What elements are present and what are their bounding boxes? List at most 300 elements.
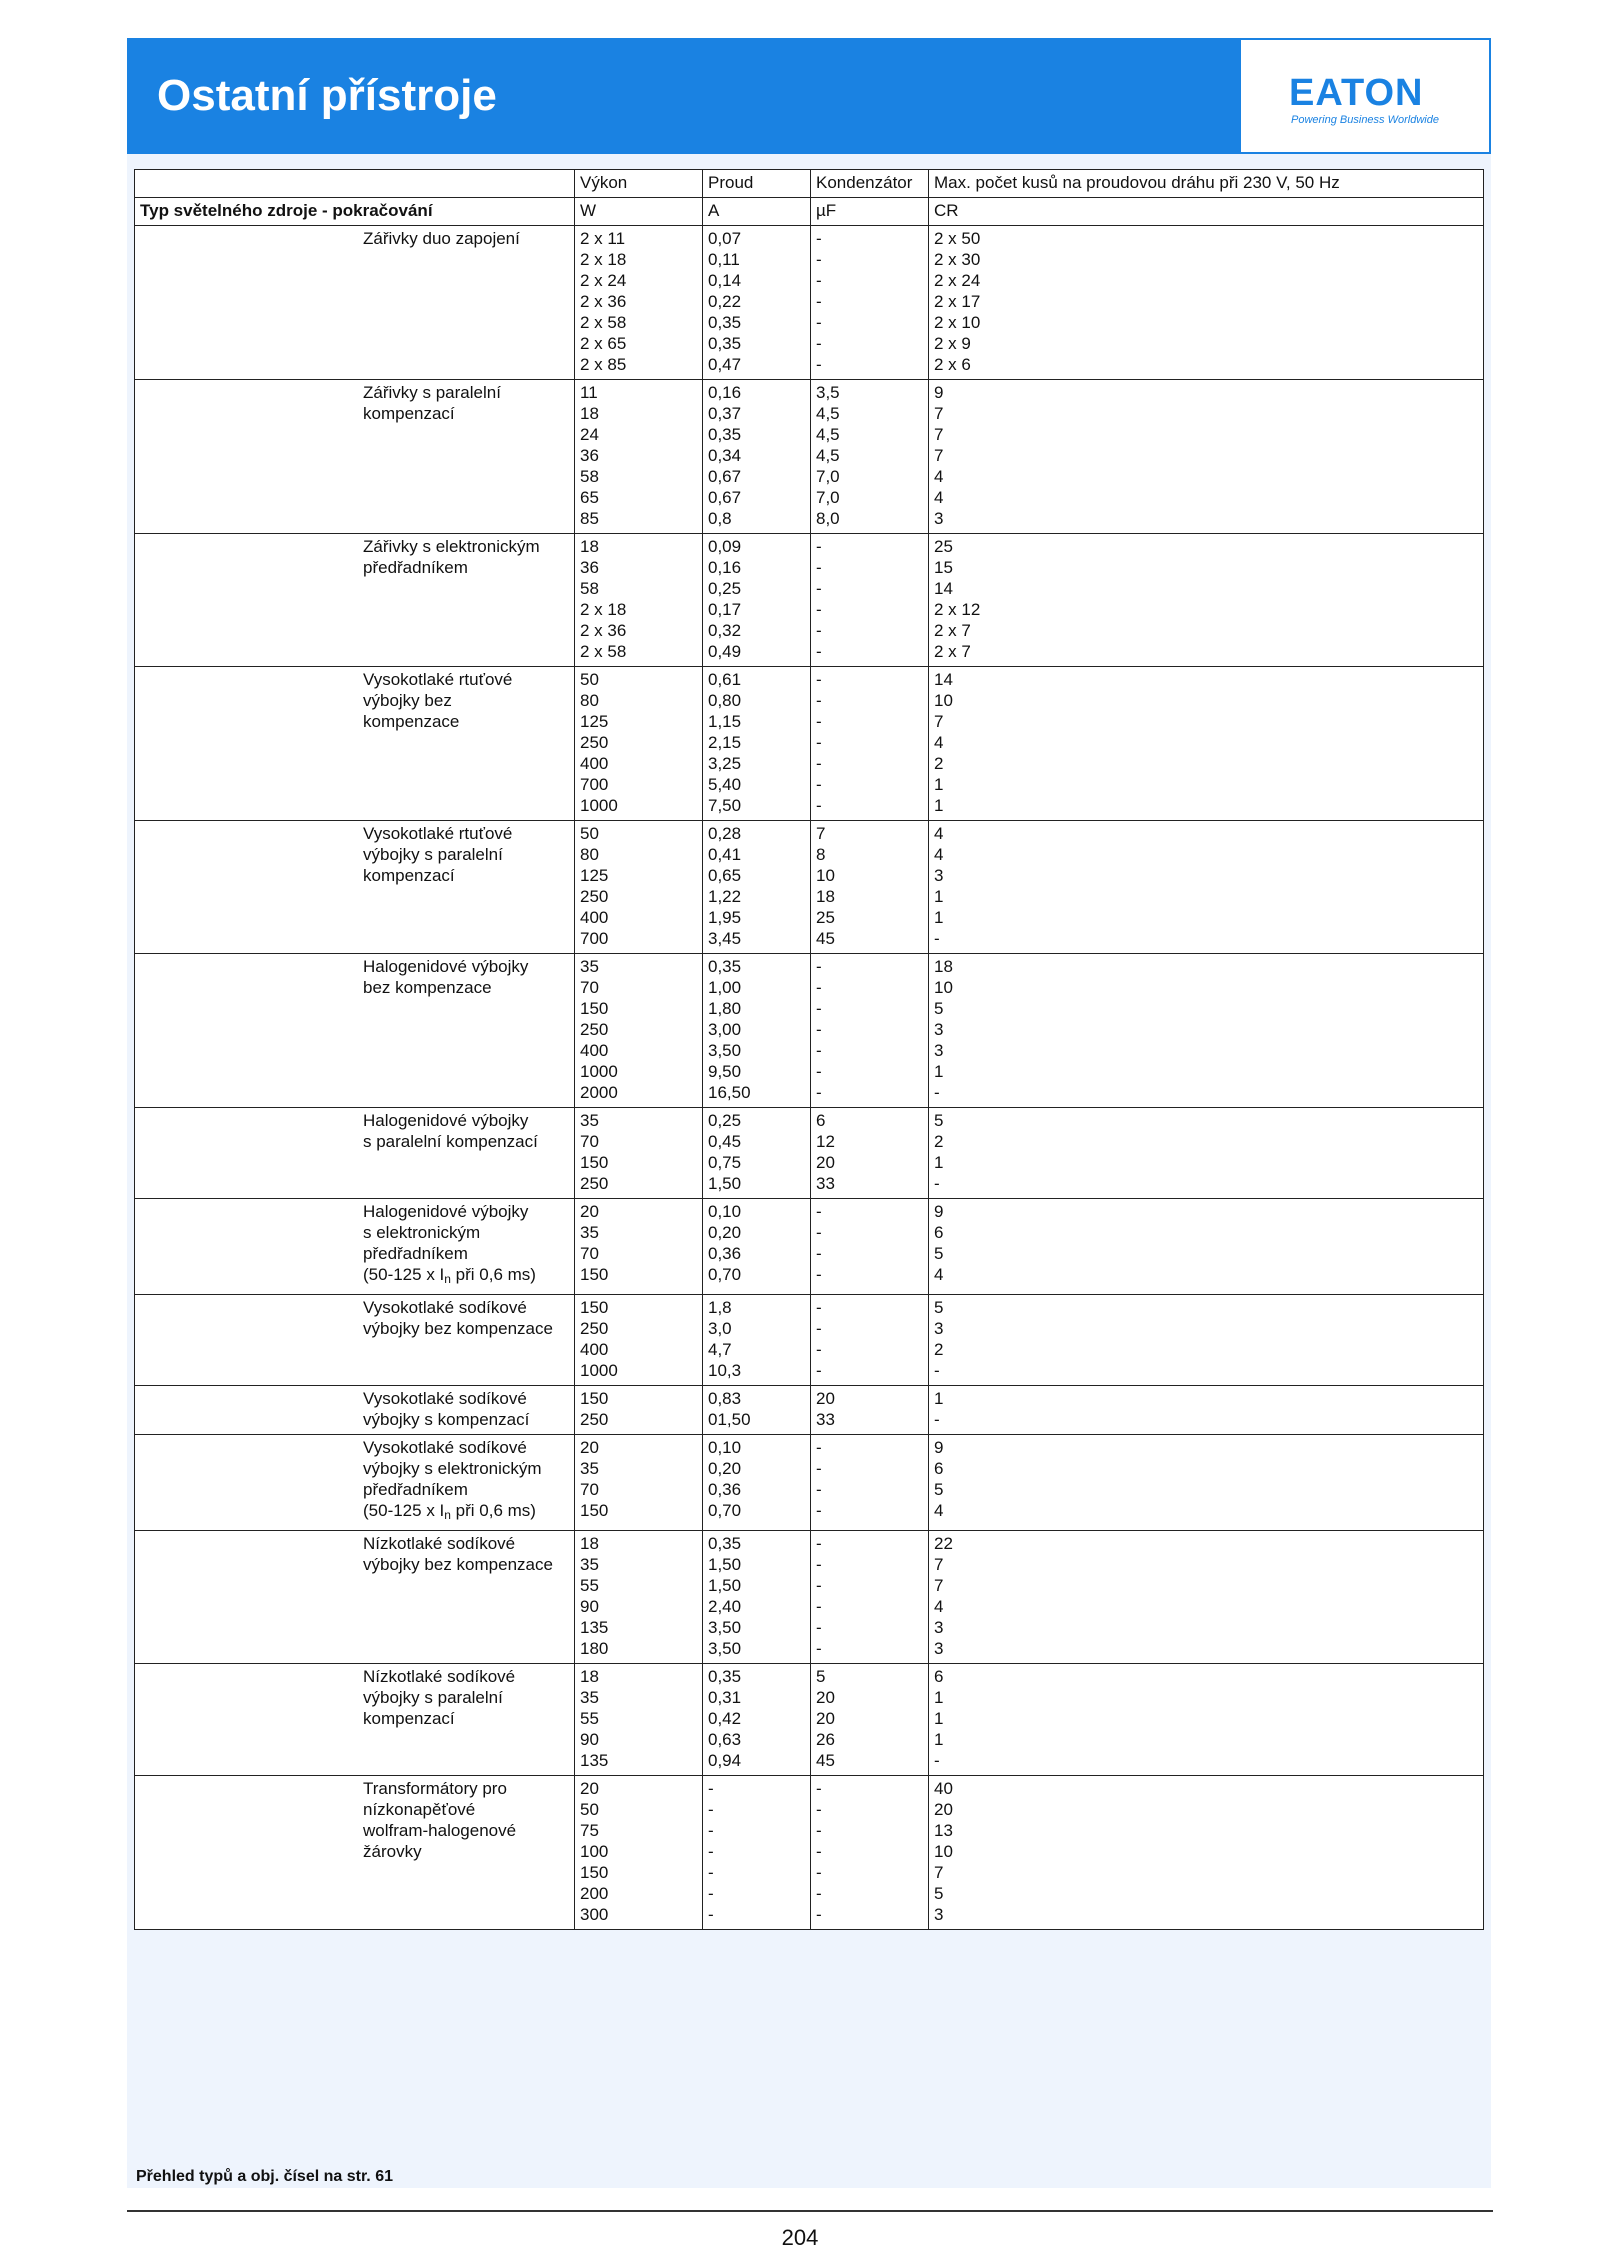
cell-value: 1 [934,775,944,794]
cell-value: 20 [816,1709,835,1728]
lamp-type-note-start: (50-125 x I [363,1265,445,1284]
cell-value: 0,35 [708,313,742,332]
cell-value: 0,25 [708,1111,742,1130]
cell-value: - [708,1800,714,1819]
cell-value: - [816,1459,822,1478]
cell-value: 5 [934,1244,944,1263]
cell-value: - [934,1174,940,1193]
capacitor-cell [811,1295,929,1386]
power-cell [575,1199,703,1295]
table-unit-row [135,198,1484,226]
current-cell [703,954,811,1108]
cell-value: 3,45 [708,929,742,948]
cell-value: 14 [934,670,953,689]
cell-value: 3,50 [708,1618,742,1637]
cell-value: 1000 [580,796,618,815]
max-count-cell [929,954,1484,1108]
cell-value: 0,37 [708,404,742,423]
cell-value: 0,14 [708,271,742,290]
cell-value: 8,0 [816,509,840,528]
cell-value: 0,70 [708,1265,742,1284]
cell-value: 0,35 [708,1667,742,1686]
cell-value: 35 [580,1555,599,1574]
cell-value: 36 [580,558,599,577]
cell-value: 10 [816,866,835,885]
cell-value: 18 [580,1534,599,1553]
cell-value: 0,32 [708,621,742,640]
cell-value: 36 [580,446,599,465]
cell-value: - [816,621,822,640]
lamp-type-note-end: při 0,6 ms) [450,1265,536,1284]
cell-value: 0,34 [708,446,742,465]
cell-value: 250 [580,1319,609,1338]
cell-value: 2 x 17 [934,292,981,311]
cell-value: 25 [934,537,953,556]
cell-value: 70 [580,1132,599,1151]
cell-value: 18 [580,537,599,556]
lamp-type-cell: Vysokotlaké sodíkové výbojky bez kompenzace [135,1295,575,1386]
cell-value: - [816,355,822,374]
cell-value: 400 [580,1340,609,1359]
cell-value: 45 [816,929,835,948]
cell-value: - [816,1480,822,1499]
cell-value: 2 x 9 [934,334,971,353]
max-count-cell [929,821,1484,954]
cell-value: 9 [934,1438,944,1457]
power-cell [575,1108,703,1199]
cell-value: 5 [934,1298,944,1317]
power-cell [575,534,703,667]
table-row [135,534,1484,667]
cell-value: 7 [934,404,944,423]
cell-value: 2 [934,1132,944,1151]
cell-value: 3,50 [708,1041,742,1060]
cell-value: 2 x 85 [580,355,627,374]
cell-value: 1 [934,796,944,815]
cell-value: 1,50 [708,1174,742,1193]
cell-value: 3 [934,1639,944,1658]
cell-value: 150 [580,1153,609,1172]
cell-value: 2 x 24 [934,271,981,290]
cell-value: 125 [580,866,609,885]
cell-value: - [816,1779,822,1798]
cell-value: 35 [580,1223,599,1242]
cell-value: 250 [580,887,609,906]
cell-value: 22 [934,1534,953,1553]
power-cell [575,1386,703,1435]
max-count-cell [929,380,1484,534]
cell-value: 35 [580,1111,599,1130]
cell-value: 3,0 [708,1319,732,1338]
table-row [135,1295,1484,1386]
cell-value: 1 [934,1389,944,1408]
subscript-n: n [444,1272,451,1286]
cell-value: 5,40 [708,775,742,794]
power-cell [575,954,703,1108]
cell-value: 400 [580,754,609,773]
cell-value: - [816,1244,822,1263]
table-row [135,1386,1484,1435]
header-capacitor: Kondenzátor [811,170,929,198]
cell-value: 0,16 [708,558,742,577]
cell-value: 1,50 [708,1555,742,1574]
max-count-cell [929,1776,1484,1930]
cell-value: - [816,712,822,731]
cell-value: 150 [580,1863,609,1882]
cell-value: 4 [934,467,944,486]
cell-value: 0,35 [708,957,742,976]
cell-value: - [816,1361,822,1380]
current-cell [703,1531,811,1664]
cell-value: 10 [934,691,953,710]
cell-value: - [816,1223,822,1242]
cell-value: 7 [934,1863,944,1882]
capacitor-cell [811,1531,929,1664]
cell-value: 2 [934,754,944,773]
lamp-type-cell: Nízkotlaké sodíkové výbojky s paralelní kompenzací [135,1664,575,1776]
lamp-type-line: Halogenidové výbojky [363,1202,529,1221]
header-current: Proud [703,170,811,198]
lamp-type-note-start: (50-125 x I [363,1501,445,1520]
cell-value: 1,8 [708,1298,732,1317]
header-empty-cell [135,170,575,198]
cell-value: - [816,1041,822,1060]
cell-value: 0,80 [708,691,742,710]
power-cell [575,226,703,380]
header-power: Výkon [575,170,703,198]
table-row [135,1435,1484,1531]
cell-value: 20 [580,1438,599,1457]
current-cell [703,1435,811,1531]
cell-value: 5 [934,1111,944,1130]
cell-value: 0,47 [708,355,742,374]
cell-value: 0,07 [708,229,742,248]
cell-value: 2 x 7 [934,642,971,661]
cell-value: 18 [816,887,835,906]
cell-value: 1 [934,1730,944,1749]
cell-value: - [708,1842,714,1861]
cell-value: - [816,1501,822,1520]
cell-value: 1 [934,1153,944,1172]
power-cell [575,821,703,954]
cell-value: 0,36 [708,1244,742,1263]
cell-value: - [816,754,822,773]
cell-value: - [934,929,940,948]
cell-value: 250 [580,1020,609,1039]
lamp-type-line: předřadníkem [363,1244,468,1263]
cell-value: 1 [934,887,944,906]
cell-value: 150 [580,1265,609,1284]
subscript-n: n [444,1508,451,1522]
power-cell [575,1295,703,1386]
cell-value: 0,09 [708,537,742,556]
cell-value: 16,50 [708,1083,751,1102]
cell-value: 1000 [580,1062,618,1081]
lamp-type-line [363,1265,536,1284]
cell-value: 2 x 58 [580,642,627,661]
cell-value: - [816,1884,822,1903]
cell-value: 1,50 [708,1576,742,1595]
table-header-row [135,170,1484,198]
capacitor-cell [811,226,929,380]
cell-value: 0,11 [708,250,740,269]
cell-value: 3,00 [708,1020,742,1039]
cell-value: 2 x 6 [934,355,971,374]
lamp-type-cell [135,1199,575,1295]
cell-value: - [708,1863,714,1882]
logo-wordmark: EATON [1289,72,1424,114]
cell-value: 2 x 18 [580,250,627,269]
cell-value: 1000 [580,1361,618,1380]
max-count-cell [929,534,1484,667]
cell-value: 0,28 [708,824,742,843]
unit-current: A [703,198,811,226]
cell-value: 4,5 [816,446,840,465]
lamp-type-cell: Zářivky s elektronickým předřadníkem [135,534,575,667]
cell-value: 2 x 7 [934,621,971,640]
table-row [135,1199,1484,1295]
cell-value: 7 [816,824,826,843]
cell-value: 11 [580,383,598,402]
cell-value: 400 [580,1041,609,1060]
cell-value: 2 x 11 [580,229,626,248]
cell-value: 100 [580,1842,609,1861]
lamp-type-line: výbojky s elektronickým [363,1459,542,1478]
eaton-logo [1239,38,1491,154]
cell-value: 135 [580,1751,609,1770]
cell-value: 9,50 [708,1062,742,1081]
cell-value: 3,5 [816,383,840,402]
cell-value: 33 [816,1174,835,1193]
current-cell [703,1199,811,1295]
cell-value: - [816,229,822,248]
cell-value: 150 [580,1501,609,1520]
cell-value: 125 [580,712,609,731]
cell-value: 20 [816,1153,835,1172]
cell-value: - [816,579,822,598]
cell-value: 1,22 [708,887,742,906]
cell-value: 700 [580,775,609,794]
max-count-cell [929,1199,1484,1295]
cell-value: 20 [934,1800,953,1819]
cell-value: - [816,558,822,577]
cell-value: 9 [934,383,944,402]
cell-value: 20 [580,1779,599,1798]
cell-value: 3,50 [708,1639,742,1658]
cell-value: 0,20 [708,1223,742,1242]
cell-value: 2 x 12 [934,600,981,619]
cell-value: - [816,796,822,815]
cell-value: 12 [816,1132,835,1151]
cell-value: 80 [580,845,599,864]
lamp-type-cell: Halogenidové výbojky s paralelní kompenzací [135,1108,575,1199]
cell-value: 150 [580,999,609,1018]
lamp-type-cell: Transformátory pro nízkonapěťové wolfram-halogenové žárovky [135,1776,575,1930]
cell-value: 0,67 [708,488,742,507]
table-row [135,821,1484,954]
table-row [135,1531,1484,1664]
cell-value: 2,15 [708,733,742,752]
cell-value: 2 x 36 [580,621,627,640]
capacitor-cell [811,954,929,1108]
cell-value: 01,50 [708,1410,751,1429]
cell-value: 10,3 [708,1361,742,1380]
cell-value: - [816,1020,822,1039]
table-row [135,1664,1484,1776]
cell-value: - [816,1202,822,1221]
cell-value: 0,41 [708,845,742,864]
cell-value: 300 [580,1905,609,1924]
cell-value: 10 [934,978,953,997]
cell-value: 0,36 [708,1480,742,1499]
cell-value: 2 x 10 [934,313,981,332]
cell-value: 0,65 [708,866,742,885]
cell-value: 24 [580,425,599,444]
cell-value: 0,35 [708,425,742,444]
cell-value: 0,42 [708,1709,742,1728]
power-cell [575,667,703,821]
logo-tagline: Powering Business Worldwide [1291,114,1439,126]
cell-value: 250 [580,733,609,752]
cell-value: - [816,1618,822,1637]
cell-value: - [816,1298,822,1317]
cell-value: 0,35 [708,1534,742,1553]
capacitor-cell [811,1386,929,1435]
current-cell [703,226,811,380]
cell-value: 180 [580,1639,609,1658]
cell-value: 0,25 [708,579,742,598]
cell-value: 1,15 [708,712,742,731]
cell-value: 2,40 [708,1597,742,1616]
cell-value: - [816,1438,822,1457]
cell-value: 4,5 [816,404,840,423]
lamp-type-cell: Vysokotlaké rtuťové výbojky bez kompenzace [135,667,575,821]
unit-power: W [575,198,703,226]
cell-value: - [816,292,822,311]
cell-value: 50 [580,670,599,689]
capacitor-cell [811,1776,929,1930]
cell-value: 65 [580,488,599,507]
cell-value: 6 [934,1223,944,1242]
cell-value: 4,5 [816,425,840,444]
current-cell [703,1108,811,1199]
cell-value: 2 x 36 [580,292,627,311]
cell-value: 3 [934,1905,944,1924]
cell-value: 18 [580,404,599,423]
lamp-type-note-end: při 0,6 ms) [450,1501,536,1520]
lamp-type-cell [135,1435,575,1531]
cell-value: 4 [934,1265,944,1284]
cell-value: 200 [580,1884,609,1903]
cell-value: - [816,1083,822,1102]
cell-value: 58 [580,579,599,598]
lamp-type-line: Vysokotlaké sodíkové [363,1438,527,1457]
footer-note: Přehled typů a obj. čísel na str. 61 [136,2168,393,2185]
table-row [135,1776,1484,1930]
cell-value: 2 x 58 [580,313,627,332]
cell-value: 250 [580,1174,609,1193]
current-cell [703,1295,811,1386]
cell-value: - [816,957,822,976]
cell-value: 55 [580,1576,599,1595]
cell-value: 0,17 [708,600,742,619]
max-count-cell [929,226,1484,380]
cell-value: - [816,775,822,794]
cell-value: 3 [934,1020,944,1039]
current-cell [703,380,811,534]
cell-value: 6 [934,1459,944,1478]
cell-value: 85 [580,509,599,528]
cell-value: 3 [934,1041,944,1060]
cell-value: 0,61 [708,670,742,689]
cell-value: 0,67 [708,467,742,486]
cell-value: 70 [580,1480,599,1499]
cell-value: 4 [934,733,944,752]
lamp-type-line [363,1501,536,1520]
cell-value: 9 [934,1202,944,1221]
lamp-type-cell: Vysokotlaké rtuťové výbojky s paralelní kompenzací [135,821,575,954]
page-number: 204 [781,2225,819,2250]
cell-value: - [816,313,822,332]
cell-value: 50 [580,824,599,843]
cell-value: 55 [580,1709,599,1728]
cell-value: - [816,1340,822,1359]
cell-value: 6 [816,1111,826,1130]
table-row [135,954,1484,1108]
capacitor-cell [811,1199,929,1295]
cell-value: 150 [580,1389,609,1408]
cell-value: 8 [816,845,826,864]
cell-value: 0,45 [708,1132,742,1151]
cell-value: - [816,1576,822,1595]
cell-value: 3 [934,509,944,528]
cell-value: - [816,1319,822,1338]
page-title: Ostatní přístroje [157,71,497,120]
current-cell [703,1386,811,1435]
cell-value: 4 [934,1597,944,1616]
cell-value: 0,16 [708,383,742,402]
unit-type-label: Typ světelného zdroje - pokračování [135,198,575,226]
cell-value: - [816,733,822,752]
cell-value: 150 [580,1298,609,1317]
cell-value: 7 [934,712,944,731]
cell-value: 0,63 [708,1730,742,1749]
table-row [135,380,1484,534]
cell-value: 7,0 [816,488,840,507]
capacitor-cell [811,821,929,954]
cell-value: 2000 [580,1083,618,1102]
cell-value: - [816,978,822,997]
cell-value: 25 [816,908,835,927]
cell-value: 50 [580,1800,599,1819]
cell-value: 90 [580,1597,599,1616]
cell-value: 3 [934,1618,944,1637]
capacitor-cell [811,1108,929,1199]
cell-value: 135 [580,1618,609,1637]
cell-value: 0,8 [708,509,732,528]
cell-value: 5 [934,999,944,1018]
cell-value: 4,7 [708,1340,732,1359]
cell-value: 58 [580,467,599,486]
cell-value: - [816,1555,822,1574]
cell-value: 35 [580,957,599,976]
cell-value: 5 [816,1667,826,1686]
cell-value: 4 [934,824,944,843]
cell-value: 13 [934,1821,953,1840]
table-row [135,667,1484,821]
cell-value: 0,70 [708,1501,742,1520]
cell-value: 35 [580,1459,599,1478]
